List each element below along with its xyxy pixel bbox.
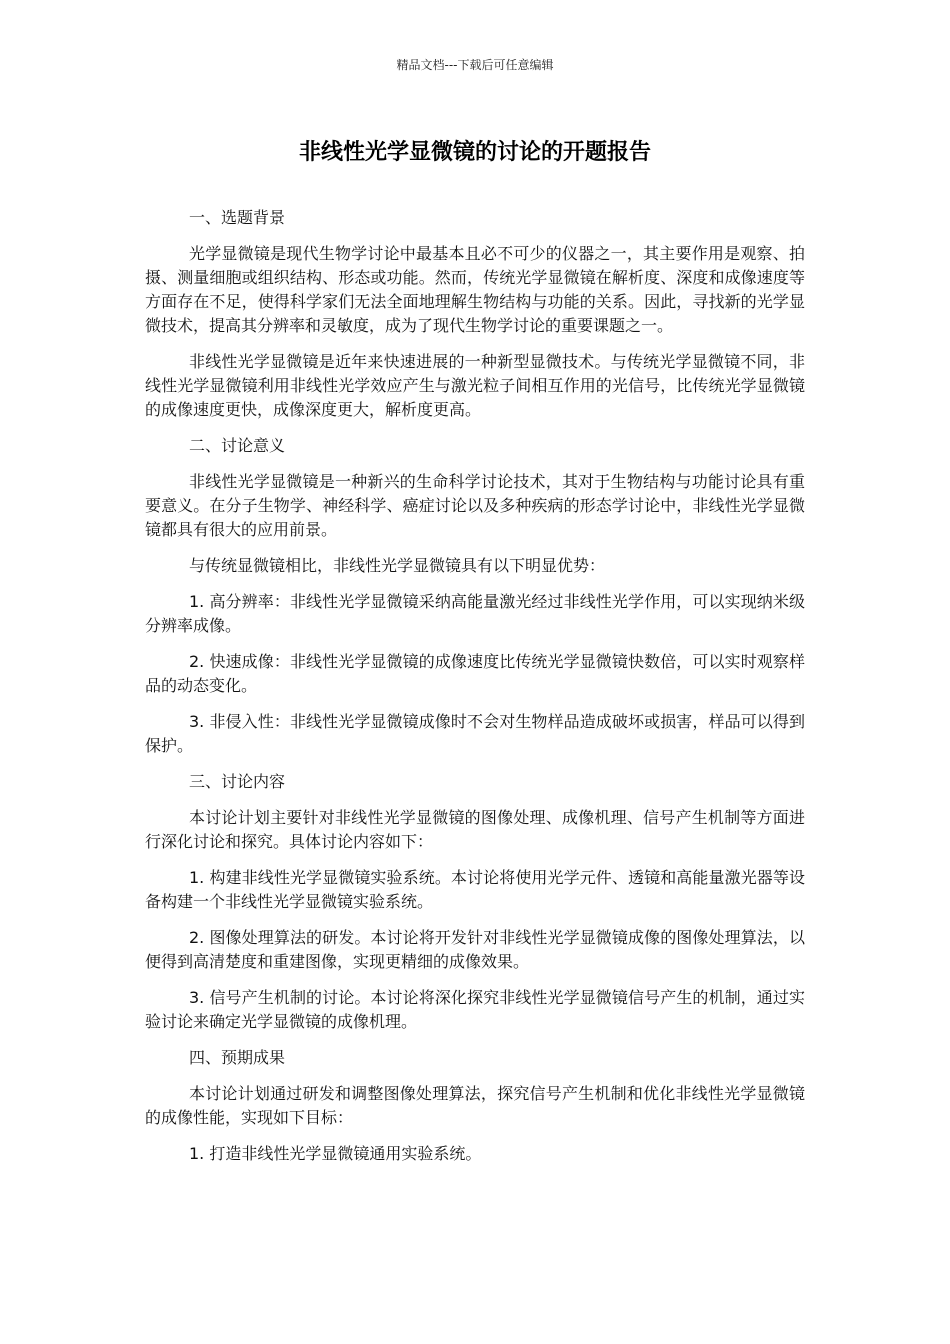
paragraph: 本讨论计划主要针对非线性光学显微镜的图像处理、成像机理、信号产生机制等方面进行深化讨论和探究。具体讨论内容如下： [145,808,805,851]
paragraph: 与传统显微镜相比，非线性光学显微镜具有以下明显优势： [189,556,606,575]
document-title: 非线性光学显微镜的讨论的开题报告 [298,140,651,165]
list-item: 2. 图像处理算法的研发。本讨论将开发针对非线性光学显微镜成像的图像处理算法，以便得到高清楚度和重建图像，实现更精细的成像效果。 [145,928,805,971]
paragraph: 非线性光学显微镜是一种新兴的生命科学讨论技术，其对于生物结构与功能讨论具有重要意义。在分子生物学、神经科学、癌症讨论以及多种疾病的形态学讨论中，非线性光学显微镜都具有很大的应用前景。 [145,472,805,539]
page-header-note: 精品文档---下载后可任意编辑 [396,58,554,72]
list-item: 3. 信号产生机制的讨论。本讨论将深化探究非线性光学显微镜信号产生的机制，通过实验讨论来确定光学显微镜的成像机理。 [145,988,805,1031]
section-heading-significance: 二、讨论意义 [189,436,286,455]
paragraph: 非线性光学显微镜是近年来快速进展的一种新型显微技术。与传统光学显微镜不同，非线性光学显微镜利用非线性光学效应产生与激光粒子间相互作用的光信号，比传统光学显微镜的成像速度更快，成像深度更大，解析度更高。 [145,352,805,419]
list-item: 1. 高分辨率：非线性光学显微镜采纳高能量激光经过非线性光学作用，可以实现纳米级分辨率成像。 [145,592,805,635]
document-body [145,206,805,1178]
paragraph: 本讨论计划通过研发和调整图像处理算法，探究信号产生机制和优化非线性光学显微镜的成像性能，实现如下目标： [145,1084,805,1127]
section-heading-expected-results: 四、预期成果 [189,1048,286,1067]
list-item: 1. 构建非线性光学显微镜实验系统。本讨论将使用光学元件、透镜和高能量激光器等设备构建一个非线性光学显微镜实验系统。 [145,868,805,911]
list-item: 1. 打造非线性光学显微镜通用实验系统。 [189,1144,482,1163]
list-item: 2. 快速成像：非线性光学显微镜的成像速度比传统光学显微镜快数倍，可以实时观察样品的动态变化。 [145,652,805,695]
section-heading-content: 三、讨论内容 [189,772,286,791]
list-item: 3. 非侵入性：非线性光学显微镜成像时不会对生物样品造成破坏或损害，样品可以得到保护。 [145,712,805,755]
section-heading-background: 一、选题背景 [189,208,286,227]
paragraph: 光学显微镜是现代生物学讨论中最基本且必不可少的仪器之一，其主要作用是观察、拍摄、测量细胞或组织结构、形态或功能。然而，传统光学显微镜在解析度、深度和成像速度等方面存在不足，使得科学家们无法全面地理解生物结构与功能的关系。因此，寻找新的光学显微技术，提高其分辨率和灵敏度，成为了现代生物学讨论的重要课题之一。 [145,244,805,335]
